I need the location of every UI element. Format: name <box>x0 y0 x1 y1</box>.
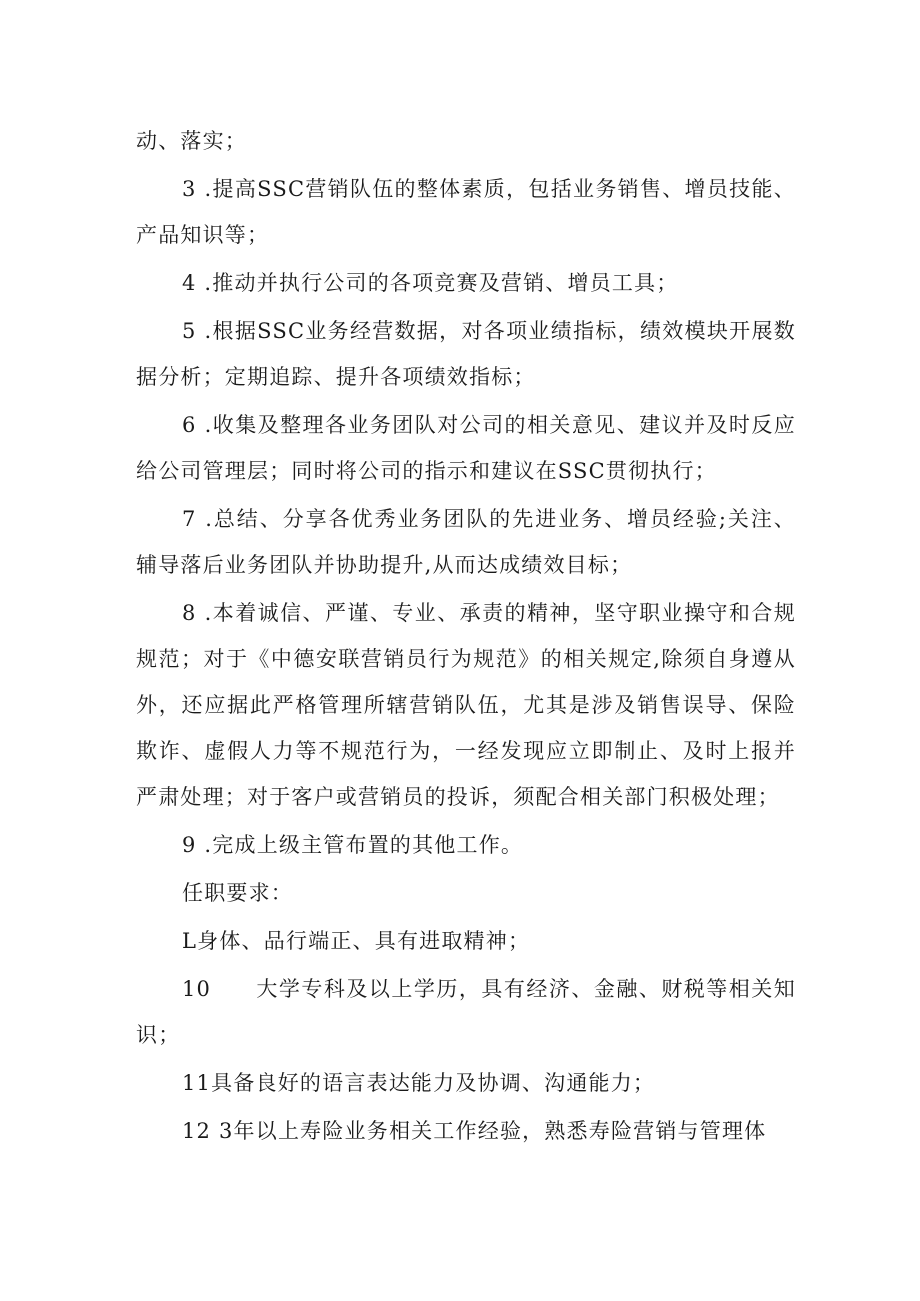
paragraph-item-3: 3 .提高SSC营销队伍的整体素质，包括业务销售、增员技能、产品知识等； <box>136 177 796 247</box>
requirement-item-10: 10 大学专科及以上学历，具有经济、金融、财税等相关知识； <box>136 977 796 1047</box>
requirement-item-11: 11具备良好的语言表达能力及协调、沟通能力； <box>182 1071 656 1095</box>
paragraph-item-9: 9 .完成上级主管布置的其他工作。 <box>182 833 524 857</box>
paragraph-item-5: 5 .根据SSC业务经营数据，对各项业绩指标，绩效模块开展数据分析；定期追踪、提升各项绩效指标； <box>136 319 796 389</box>
requirements-heading: 任职要求： <box>182 881 293 905</box>
paragraph-item-7: 7 .总结、分享各优秀业务团队的先进业务、增员经验;关注、辅导落后业务团队并协助提升,从而达成绩效目标； <box>136 507 796 577</box>
paragraph-item-6: 6 .收集及整理各业务团队对公司的相关意见、建议并及时反应给公司管理层；同时将公司的指示和建议在SSC贯彻执行； <box>136 413 796 483</box>
paragraph-item-4: 4 .推动并执行公司的各项竞赛及营销、增员工具； <box>182 271 679 295</box>
requirement-item-12: 12 3年以上寿险业务相关工作经验，熟悉寿险营销与管理体 <box>182 1119 767 1143</box>
paragraph-item-8: 8 .本着诚信、严谨、专业、承责的精神，坚守职业操守和合规规范；对于《中德安联营销员行为规范》的相关规定,除须自身遵从外，还应据此严格管理所辖营销队伍，尤其是涉及销售误导、保险欺诈、虚假人力等不规范行为，一经发现应立即制止、及时上报并严肃处理；对于客户或营销员的投诉，须配合相关部门积极处理； <box>136 601 796 809</box>
requirement-item-1: L身体、品行端正、具有进取精神； <box>182 929 531 953</box>
paragraph-continuation: 动、落实； <box>136 129 247 153</box>
document-page <box>136 118 796 1154</box>
